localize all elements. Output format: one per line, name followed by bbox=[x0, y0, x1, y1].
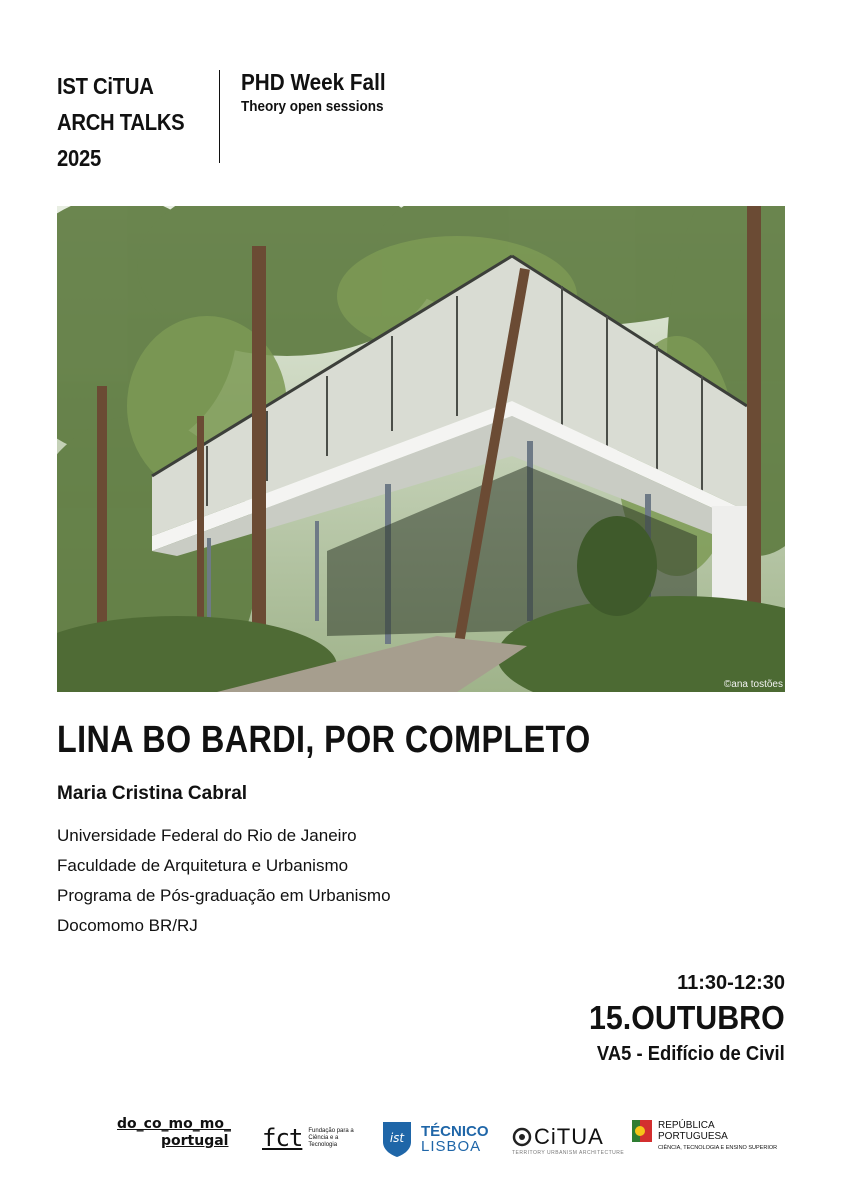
citua-logo bbox=[512, 1124, 624, 1156]
rp-ministry: CIÊNCIA, TECNOLOGIA E ENSINO SUPERIOR bbox=[658, 1145, 778, 1151]
docomomo-line2: portugal bbox=[161, 1133, 229, 1149]
event-time: 11:30-12:30 bbox=[677, 972, 785, 994]
rp-wordmark bbox=[658, 1120, 777, 1152]
talk-title: LINA BO BARDI, POR COMPLETO bbox=[57, 719, 591, 761]
fct-mark: fct bbox=[262, 1124, 303, 1152]
docomomo-line1: do_co_mo_mo_ bbox=[117, 1116, 231, 1132]
fct-text: Fundação para a Ciência e a Tecnologia bbox=[308, 1127, 354, 1148]
event-subtitle: Theory open sessions bbox=[241, 98, 384, 115]
org-line: 2025 bbox=[57, 145, 101, 171]
event-title: PHD Week Fall bbox=[241, 69, 386, 95]
org-line: ARCH TALKS bbox=[57, 109, 185, 135]
speaker-name: Maria Cristina Cabral bbox=[57, 783, 248, 804]
house-photo bbox=[57, 206, 785, 692]
affiliation-item: Docomomo BR/RJ bbox=[57, 916, 198, 935]
rp-line2: PORTUGUESA bbox=[658, 1131, 728, 1142]
photo-credit: ©ana tostões bbox=[723, 679, 783, 690]
tecnico-shield-icon bbox=[381, 1120, 413, 1158]
org-line: IST CiTUA bbox=[57, 73, 154, 99]
svg-text:ist: ist bbox=[389, 1131, 405, 1145]
event-date: 15.OUTUBRO bbox=[589, 999, 785, 1036]
portugal-flag-icon bbox=[632, 1120, 652, 1144]
docomomo-logo bbox=[117, 1116, 231, 1150]
tecnico-line2: LISBOA bbox=[421, 1138, 482, 1155]
affiliation-list bbox=[57, 821, 391, 941]
event-heading bbox=[241, 68, 386, 118]
citua-text: TERRITORY URBANISM ARCHITECTURE bbox=[512, 1150, 625, 1156]
affiliation-item: Faculdade de Arquitetura e Urbanismo bbox=[57, 856, 349, 875]
affiliation-item: Programa de Pós-graduação em Urbanismo bbox=[57, 886, 391, 905]
republica-portuguesa-logo bbox=[632, 1120, 777, 1152]
tecnico-lisboa-logo bbox=[381, 1120, 489, 1158]
header-divider bbox=[219, 70, 220, 163]
house-photo-illustration bbox=[57, 206, 785, 692]
schedule-block bbox=[572, 968, 785, 1070]
fct-logo bbox=[262, 1124, 356, 1152]
tecnico-wordmark bbox=[421, 1124, 489, 1154]
citua-name: CiTUA bbox=[534, 1124, 604, 1149]
citua-ring-icon bbox=[512, 1127, 532, 1147]
rp-line1: REPÚBLICA bbox=[658, 1120, 715, 1131]
org-title bbox=[57, 68, 184, 176]
citua-wordmark bbox=[512, 1124, 624, 1150]
event-location: VA5 - Edifício de Civil bbox=[597, 1043, 785, 1065]
tecnico-line1: TÉCNICO bbox=[421, 1123, 489, 1140]
affiliation-item: Universidade Federal do Rio de Janeiro bbox=[57, 826, 357, 845]
